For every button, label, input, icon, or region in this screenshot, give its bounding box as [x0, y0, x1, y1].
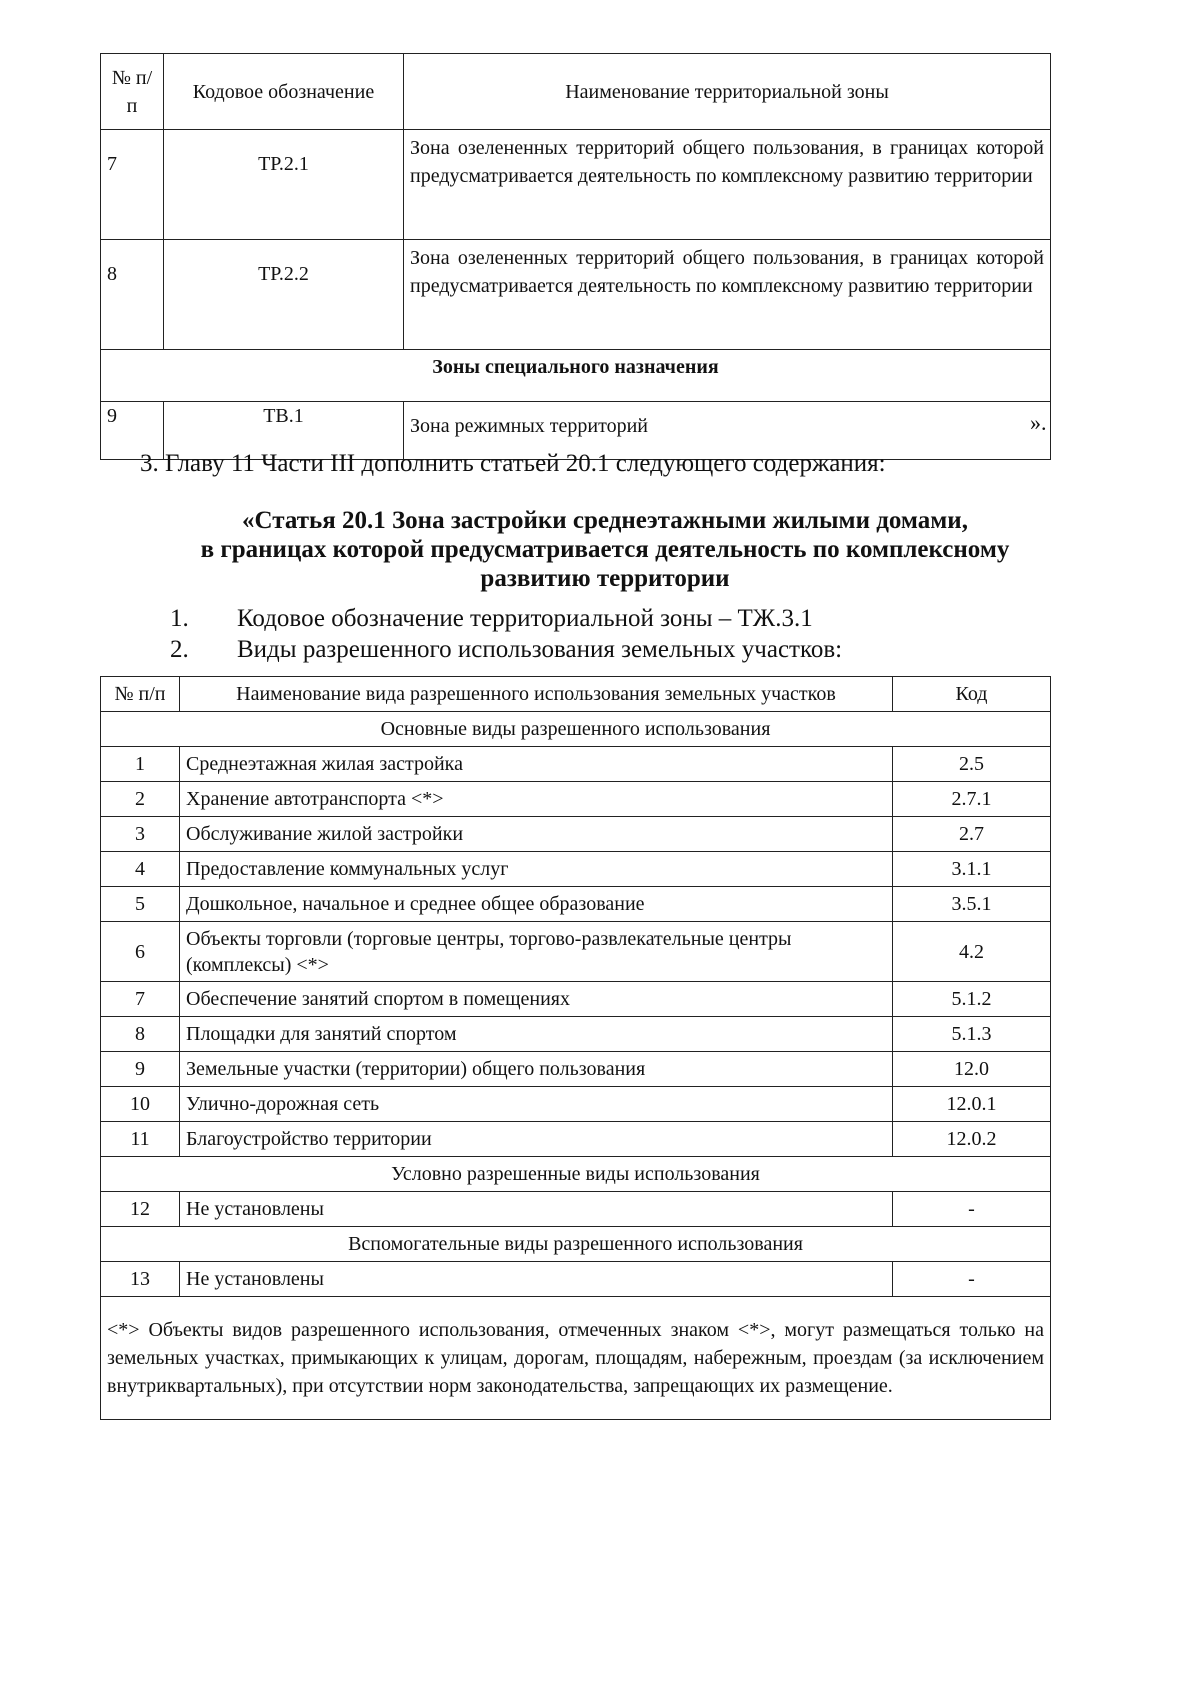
- row-name: Площадки для занятий спортом: [180, 1017, 893, 1052]
- table-row: [101, 982, 1051, 1017]
- row-code: ТВ.1: [164, 402, 404, 460]
- header-code: Кодовое обозначение: [164, 54, 404, 130]
- row-num: 11: [101, 1122, 180, 1157]
- section-title: Основные виды разрешенного использования: [101, 712, 1051, 747]
- row-num: 8: [101, 240, 164, 350]
- table-row: [101, 1052, 1051, 1087]
- row-name: Зона режимных территорий: [404, 402, 1051, 460]
- row-code: 4.2: [893, 922, 1051, 982]
- row-name: Благоустройство территории: [180, 1122, 893, 1157]
- heading-line: «Статья 20.1 Зона застройки среднеэтажными жилыми домами,: [242, 507, 968, 534]
- list-text: Виды разрешенного использования земельных участков:: [237, 636, 843, 663]
- row-code: -: [893, 1192, 1051, 1227]
- article-heading: [100, 506, 1110, 593]
- row-code: 12.0.2: [893, 1122, 1051, 1157]
- table-row: [101, 782, 1051, 817]
- row-name: Хранение автотранспорта <*>: [180, 782, 893, 817]
- table-row: [101, 1017, 1051, 1052]
- list-item: [170, 605, 813, 633]
- table-row: [101, 817, 1051, 852]
- header-name: Наименование территориальной зоны: [404, 54, 1051, 130]
- table-row: [101, 1192, 1051, 1227]
- row-num: 10: [101, 1087, 180, 1122]
- list-text: Кодовое обозначение территориальной зоны – ТЖ.3.1: [237, 605, 813, 632]
- table-row: [101, 1087, 1051, 1122]
- row-code: 2.7: [893, 817, 1051, 852]
- row-num: 1: [101, 747, 180, 782]
- row-code: ТР.2.1: [164, 130, 404, 240]
- row-num: 12: [101, 1192, 180, 1227]
- table-row: [101, 1122, 1051, 1157]
- footnote: <*> Объекты видов разрешенного использования, отмеченных знаком <*>, могут размещаться только на земельных участках, примыкающих к улицам, дорогам, площадям, набережным, проездам (за исключением внутриквартальных), при отсутствии норм законодательства, запрещающих их размещение.: [101, 1297, 1051, 1420]
- row-name: Среднеэтажная жилая застройка: [180, 747, 893, 782]
- list-number: 1.: [170, 605, 189, 632]
- row-num: 6: [101, 922, 180, 982]
- amendment-item-3: 3. Главу 11 Части III дополнить статьей 20.1 следующего содержания:: [140, 450, 886, 477]
- row-name: Зона озелененных территорий общего пользования, в границах которой предусматривается деятельность по комплексному развитию территории: [404, 240, 1051, 350]
- row-num: 7: [101, 130, 164, 240]
- row-code: 12.0.1: [893, 1087, 1051, 1122]
- section-row: [101, 1157, 1051, 1192]
- row-num: 3: [101, 817, 180, 852]
- header-code: Код: [893, 677, 1051, 712]
- header-name: Наименование вида разрешенного использования земельных участков: [180, 677, 893, 712]
- heading-line: развитию территории: [480, 565, 730, 592]
- table-header-row: [101, 54, 1051, 130]
- table-row: [101, 240, 1051, 350]
- table-row: [101, 852, 1051, 887]
- footnote-row: [101, 1297, 1051, 1420]
- section-title: Условно разрешенные виды использования: [101, 1157, 1051, 1192]
- closing-quote: ».: [1030, 410, 1047, 435]
- row-name: Обеспечение занятий спортом в помещениях: [180, 982, 893, 1017]
- row-code: 2.5: [893, 747, 1051, 782]
- row-name: Обслуживание жилой застройки: [180, 817, 893, 852]
- row-name: Улично-дорожная сеть: [180, 1087, 893, 1122]
- row-name: Предоставление коммунальных услуг: [180, 852, 893, 887]
- row-num: 8: [101, 1017, 180, 1052]
- section-title: Зоны специального назначения: [101, 350, 1051, 402]
- row-name: Зона озелененных территорий общего пользования, в границах которой предусматривается деятельность по комплексному развитию территории: [404, 130, 1051, 240]
- row-name: Объекты торговли (торговые центры, торгово-развлекательные центры (комплексы) <*>: [180, 922, 893, 982]
- zones-table: [100, 53, 1051, 460]
- row-code: 2.7.1: [893, 782, 1051, 817]
- row-name: Земельные участки (территории) общего пользования: [180, 1052, 893, 1087]
- row-name: Не установлены: [180, 1262, 893, 1297]
- table-row: [101, 887, 1051, 922]
- row-num: 9: [101, 1052, 180, 1087]
- permitted-uses-table: [100, 676, 1051, 1420]
- header-num: № п/п: [101, 54, 164, 130]
- row-code: 3.1.1: [893, 852, 1051, 887]
- row-code: -: [893, 1262, 1051, 1297]
- section-row: [101, 1227, 1051, 1262]
- row-code: 3.5.1: [893, 887, 1051, 922]
- row-num: 5: [101, 887, 180, 922]
- section-title: Вспомогательные виды разрешенного использования: [101, 1227, 1051, 1262]
- row-name: Дошкольное, начальное и среднее общее образование: [180, 887, 893, 922]
- header-num: № п/п: [101, 677, 180, 712]
- row-num: 7: [101, 982, 180, 1017]
- row-num: 13: [101, 1262, 180, 1297]
- row-num: 9: [101, 402, 164, 460]
- table-header-row: [101, 677, 1051, 712]
- row-code: 5.1.2: [893, 982, 1051, 1017]
- row-name: Не установлены: [180, 1192, 893, 1227]
- section-row: [101, 712, 1051, 747]
- table-row: [101, 130, 1051, 240]
- row-code: 12.0: [893, 1052, 1051, 1087]
- row-num: 2: [101, 782, 180, 817]
- row-code: 5.1.3: [893, 1017, 1051, 1052]
- row-code: ТР.2.2: [164, 240, 404, 350]
- table-row: [101, 1262, 1051, 1297]
- list-item: [170, 636, 842, 664]
- row-num: 4: [101, 852, 180, 887]
- section-row: [101, 350, 1051, 402]
- table-row: [101, 922, 1051, 982]
- heading-line: в границах которой предусматривается деятельность по комплексному: [200, 536, 1010, 563]
- list-number: 2.: [170, 636, 189, 663]
- table-row: [101, 747, 1051, 782]
